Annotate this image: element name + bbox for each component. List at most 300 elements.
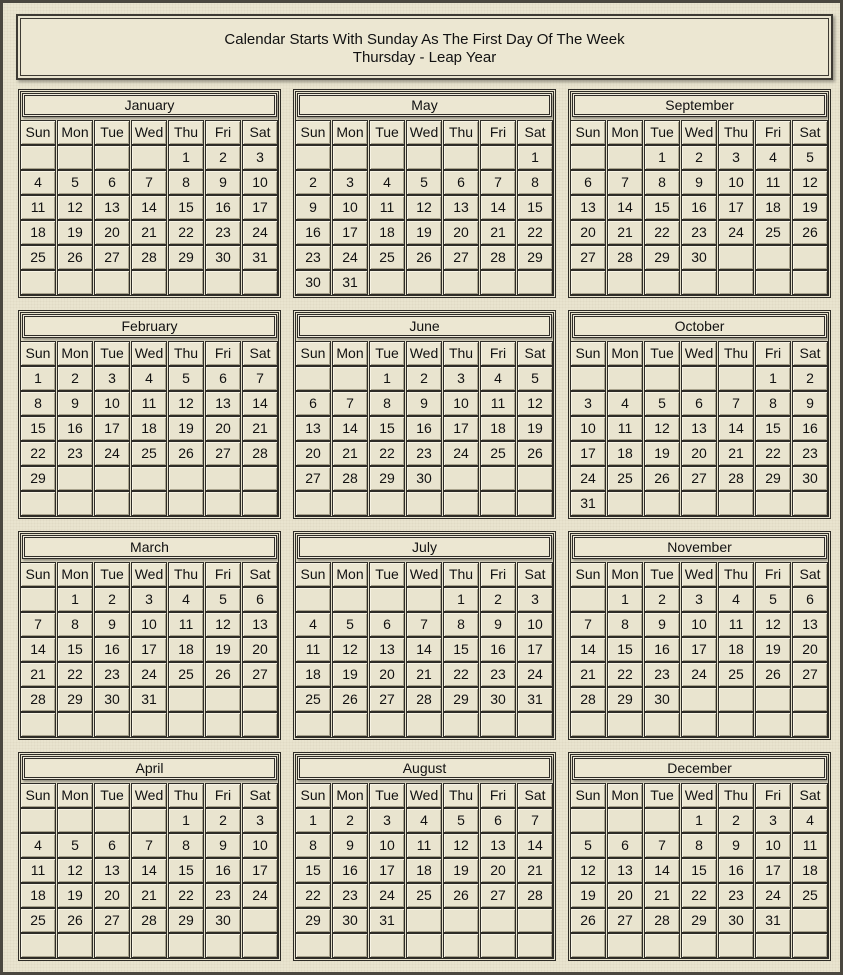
- day-cell: 22: [443, 662, 479, 687]
- day-cell: 7: [20, 612, 56, 637]
- day-cell: 11: [406, 833, 442, 858]
- day-cell: 26: [570, 908, 606, 933]
- empty-cell: [607, 145, 643, 170]
- day-cell: 7: [644, 833, 680, 858]
- day-cell: 5: [755, 587, 791, 612]
- empty-cell: [369, 270, 405, 295]
- day-cell: 14: [607, 195, 643, 220]
- empty-cell: [94, 933, 130, 958]
- day-cell: 21: [20, 662, 56, 687]
- month-title: December: [572, 756, 827, 780]
- day-cell: 19: [755, 637, 791, 662]
- day-cell: 16: [718, 858, 754, 883]
- day-cell: 16: [792, 416, 828, 441]
- day-cell: 6: [480, 808, 516, 833]
- day-cell: 26: [792, 220, 828, 245]
- month-grid: [570, 783, 828, 958]
- empty-cell: [369, 145, 405, 170]
- day-cell: 24: [570, 466, 606, 491]
- day-cell: 10: [517, 612, 553, 637]
- empty-cell: [57, 270, 93, 295]
- empty-cell: [406, 270, 442, 295]
- day-cell: 10: [94, 391, 130, 416]
- day-cell: 17: [755, 858, 791, 883]
- day-cell: 3: [755, 808, 791, 833]
- empty-cell: [20, 145, 56, 170]
- empty-cell: [443, 270, 479, 295]
- empty-cell: [205, 933, 241, 958]
- weekday-header: Sat: [792, 562, 828, 587]
- empty-cell: [517, 270, 553, 295]
- empty-cell: [295, 366, 331, 391]
- day-cell: 12: [332, 637, 368, 662]
- day-cell: 22: [644, 220, 680, 245]
- weekday-header: Fri: [480, 783, 516, 808]
- weekday-header: Thu: [168, 341, 204, 366]
- day-cell: 15: [369, 416, 405, 441]
- day-cell: 21: [718, 441, 754, 466]
- weekday-header: Thu: [443, 783, 479, 808]
- empty-cell: [644, 270, 680, 295]
- empty-cell: [20, 808, 56, 833]
- day-cell: 1: [20, 366, 56, 391]
- weekday-header: Mon: [57, 341, 93, 366]
- day-cell: 15: [295, 858, 331, 883]
- day-cell: 14: [718, 416, 754, 441]
- day-cell: 25: [168, 662, 204, 687]
- day-cell: 27: [607, 908, 643, 933]
- day-cell: 23: [718, 883, 754, 908]
- day-cell: 4: [20, 170, 56, 195]
- empty-cell: [480, 933, 516, 958]
- day-cell: 20: [792, 637, 828, 662]
- day-cell: 3: [517, 587, 553, 612]
- day-cell: 10: [681, 612, 717, 637]
- day-cell: 25: [20, 908, 56, 933]
- day-cell: 10: [242, 170, 278, 195]
- day-cell: 28: [644, 908, 680, 933]
- empty-cell: [94, 712, 130, 737]
- weekday-header: Thu: [168, 120, 204, 145]
- day-cell: 14: [20, 637, 56, 662]
- day-cell: 19: [332, 662, 368, 687]
- day-cell: 26: [755, 662, 791, 687]
- header-title: Calendar Starts With Sunday As The First Day Of The Week: [224, 31, 625, 48]
- day-cell: 28: [131, 908, 167, 933]
- weekday-header: Fri: [480, 562, 516, 587]
- weekday-header: Tue: [369, 562, 405, 587]
- day-cell: 24: [517, 662, 553, 687]
- day-cell: 16: [57, 416, 93, 441]
- day-cell: 26: [205, 662, 241, 687]
- day-cell: 9: [681, 170, 717, 195]
- day-cell: 18: [295, 662, 331, 687]
- calendar-header: [16, 14, 833, 80]
- empty-cell: [20, 270, 56, 295]
- weekday-header: Wed: [406, 562, 442, 587]
- empty-cell: [517, 908, 553, 933]
- day-cell: 11: [480, 391, 516, 416]
- month-title: November: [572, 535, 827, 559]
- day-cell: 29: [517, 245, 553, 270]
- empty-cell: [94, 466, 130, 491]
- day-cell: 19: [406, 220, 442, 245]
- day-cell: 12: [755, 612, 791, 637]
- day-cell: 28: [480, 245, 516, 270]
- month-may: [293, 89, 556, 298]
- day-cell: 2: [681, 145, 717, 170]
- day-cell: 15: [607, 637, 643, 662]
- day-cell: 31: [369, 908, 405, 933]
- day-cell: 30: [205, 908, 241, 933]
- empty-cell: [295, 145, 331, 170]
- day-cell: 3: [242, 808, 278, 833]
- day-cell: 15: [681, 858, 717, 883]
- empty-cell: [332, 933, 368, 958]
- empty-cell: [570, 933, 606, 958]
- empty-cell: [369, 587, 405, 612]
- day-cell: 17: [681, 637, 717, 662]
- day-cell: 27: [205, 441, 241, 466]
- month-title: August: [297, 756, 552, 780]
- empty-cell: [205, 491, 241, 516]
- month-title: June: [297, 314, 552, 338]
- day-cell: 19: [644, 441, 680, 466]
- day-cell: 31: [131, 687, 167, 712]
- day-cell: 14: [480, 195, 516, 220]
- weekday-header: Wed: [681, 562, 717, 587]
- day-cell: 22: [57, 662, 93, 687]
- empty-cell: [131, 466, 167, 491]
- empty-cell: [242, 933, 278, 958]
- day-cell: 8: [295, 833, 331, 858]
- day-cell: 27: [94, 908, 130, 933]
- day-cell: 24: [681, 662, 717, 687]
- day-cell: 30: [205, 245, 241, 270]
- day-cell: 20: [242, 637, 278, 662]
- day-cell: 12: [644, 416, 680, 441]
- day-cell: 5: [332, 612, 368, 637]
- day-cell: 12: [57, 195, 93, 220]
- day-cell: 10: [131, 612, 167, 637]
- empty-cell: [406, 491, 442, 516]
- day-cell: 19: [57, 220, 93, 245]
- weekday-header: Tue: [644, 562, 680, 587]
- day-cell: 13: [792, 612, 828, 637]
- month-grid: [295, 341, 553, 516]
- day-cell: 20: [607, 883, 643, 908]
- empty-cell: [242, 687, 278, 712]
- day-cell: 9: [295, 195, 331, 220]
- day-cell: 24: [332, 245, 368, 270]
- day-cell: 7: [332, 391, 368, 416]
- day-cell: 25: [131, 441, 167, 466]
- day-cell: 25: [406, 883, 442, 908]
- weekday-header: Thu: [718, 562, 754, 587]
- weekday-header: Fri: [205, 562, 241, 587]
- day-cell: 23: [295, 245, 331, 270]
- day-cell: 17: [242, 195, 278, 220]
- empty-cell: [607, 366, 643, 391]
- weekday-header: Fri: [755, 783, 791, 808]
- day-cell: 22: [681, 883, 717, 908]
- day-cell: 8: [755, 391, 791, 416]
- empty-cell: [332, 587, 368, 612]
- day-cell: 11: [295, 637, 331, 662]
- day-cell: 12: [792, 170, 828, 195]
- month-grid: [295, 783, 553, 958]
- day-cell: 9: [792, 391, 828, 416]
- day-cell: 2: [205, 145, 241, 170]
- empty-cell: [443, 712, 479, 737]
- day-cell: 22: [369, 441, 405, 466]
- empty-cell: [332, 145, 368, 170]
- empty-cell: [205, 466, 241, 491]
- empty-cell: [57, 712, 93, 737]
- day-cell: 2: [94, 587, 130, 612]
- day-cell: 13: [570, 195, 606, 220]
- weekday-header: Mon: [57, 562, 93, 587]
- empty-cell: [131, 933, 167, 958]
- day-cell: 14: [570, 637, 606, 662]
- weekday-header: Tue: [644, 341, 680, 366]
- day-cell: 21: [406, 662, 442, 687]
- weekday-header: Sat: [517, 120, 553, 145]
- day-cell: 19: [443, 858, 479, 883]
- empty-cell: [792, 245, 828, 270]
- day-cell: 6: [369, 612, 405, 637]
- day-cell: 9: [644, 612, 680, 637]
- day-cell: 24: [242, 220, 278, 245]
- day-cell: 7: [242, 366, 278, 391]
- day-cell: 25: [755, 220, 791, 245]
- day-cell: 18: [168, 637, 204, 662]
- empty-cell: [332, 366, 368, 391]
- day-cell: 17: [369, 858, 405, 883]
- empty-cell: [480, 491, 516, 516]
- month-title: July: [297, 535, 552, 559]
- day-cell: 13: [295, 416, 331, 441]
- weekday-header: Wed: [131, 341, 167, 366]
- day-cell: 4: [20, 833, 56, 858]
- empty-cell: [369, 491, 405, 516]
- day-cell: 20: [295, 441, 331, 466]
- weekday-header: Sat: [517, 341, 553, 366]
- day-cell: 8: [681, 833, 717, 858]
- empty-cell: [792, 712, 828, 737]
- day-cell: 27: [792, 662, 828, 687]
- day-cell: 21: [607, 220, 643, 245]
- day-cell: 4: [480, 366, 516, 391]
- day-cell: 1: [443, 587, 479, 612]
- empty-cell: [644, 808, 680, 833]
- day-cell: 11: [607, 416, 643, 441]
- day-cell: 13: [205, 391, 241, 416]
- empty-cell: [168, 491, 204, 516]
- day-cell: 3: [332, 170, 368, 195]
- day-cell: 10: [755, 833, 791, 858]
- weekday-header: Thu: [443, 120, 479, 145]
- day-cell: 4: [607, 391, 643, 416]
- day-cell: 16: [644, 637, 680, 662]
- empty-cell: [443, 908, 479, 933]
- day-cell: 13: [94, 195, 130, 220]
- day-cell: 15: [443, 637, 479, 662]
- day-cell: 20: [369, 662, 405, 687]
- empty-cell: [332, 712, 368, 737]
- day-cell: 22: [517, 220, 553, 245]
- day-cell: 18: [792, 858, 828, 883]
- empty-cell: [517, 933, 553, 958]
- month-title: September: [572, 93, 827, 117]
- day-cell: 14: [242, 391, 278, 416]
- day-cell: 24: [443, 441, 479, 466]
- day-cell: 5: [205, 587, 241, 612]
- day-cell: 5: [57, 170, 93, 195]
- day-cell: 12: [57, 858, 93, 883]
- day-cell: 20: [94, 883, 130, 908]
- day-cell: 4: [168, 587, 204, 612]
- empty-cell: [607, 808, 643, 833]
- month-title: February: [22, 314, 277, 338]
- day-cell: 26: [644, 466, 680, 491]
- weekday-header: Sun: [570, 783, 606, 808]
- empty-cell: [57, 933, 93, 958]
- weekday-header: Sat: [792, 783, 828, 808]
- day-cell: 27: [480, 883, 516, 908]
- day-cell: 13: [94, 858, 130, 883]
- weekday-header: Fri: [480, 120, 516, 145]
- day-cell: 2: [644, 587, 680, 612]
- day-cell: 29: [681, 908, 717, 933]
- day-cell: 21: [131, 883, 167, 908]
- weekday-header: Sat: [517, 562, 553, 587]
- day-cell: 23: [332, 883, 368, 908]
- weekday-header: Thu: [718, 341, 754, 366]
- day-cell: 1: [295, 808, 331, 833]
- day-cell: 11: [131, 391, 167, 416]
- weekday-header: Mon: [57, 783, 93, 808]
- month-grid: [570, 562, 828, 737]
- empty-cell: [480, 145, 516, 170]
- weekday-header: Tue: [644, 783, 680, 808]
- day-cell: 18: [20, 220, 56, 245]
- day-cell: 24: [718, 220, 754, 245]
- day-cell: 28: [20, 687, 56, 712]
- weekday-header: Thu: [443, 562, 479, 587]
- day-cell: 24: [755, 883, 791, 908]
- empty-cell: [295, 587, 331, 612]
- day-cell: 13: [443, 195, 479, 220]
- empty-cell: [20, 712, 56, 737]
- day-cell: 15: [755, 416, 791, 441]
- day-cell: 28: [607, 245, 643, 270]
- weekday-header: Sun: [295, 562, 331, 587]
- day-cell: 10: [718, 170, 754, 195]
- day-cell: 3: [369, 808, 405, 833]
- day-cell: 17: [131, 637, 167, 662]
- day-cell: 29: [607, 687, 643, 712]
- month-january: [18, 89, 281, 298]
- day-cell: 6: [792, 587, 828, 612]
- day-cell: 23: [644, 662, 680, 687]
- day-cell: 22: [295, 883, 331, 908]
- empty-cell: [205, 712, 241, 737]
- day-cell: 5: [57, 833, 93, 858]
- day-cell: 17: [443, 416, 479, 441]
- weekday-header: Sun: [20, 120, 56, 145]
- day-cell: 3: [570, 391, 606, 416]
- day-cell: 18: [20, 883, 56, 908]
- empty-cell: [755, 491, 791, 516]
- empty-cell: [131, 145, 167, 170]
- day-cell: 28: [131, 245, 167, 270]
- day-cell: 16: [205, 195, 241, 220]
- day-cell: 1: [369, 366, 405, 391]
- weekday-header: Thu: [443, 341, 479, 366]
- day-cell: 26: [57, 908, 93, 933]
- day-cell: 8: [644, 170, 680, 195]
- day-cell: 25: [369, 245, 405, 270]
- day-cell: 12: [570, 858, 606, 883]
- day-cell: 23: [681, 220, 717, 245]
- weekday-header: Sun: [295, 341, 331, 366]
- day-cell: 20: [480, 858, 516, 883]
- day-cell: 1: [517, 145, 553, 170]
- empty-cell: [443, 491, 479, 516]
- weekday-header: Mon: [57, 120, 93, 145]
- day-cell: 19: [570, 883, 606, 908]
- day-cell: 23: [480, 662, 516, 687]
- weekday-header: Sat: [792, 341, 828, 366]
- day-cell: 25: [20, 245, 56, 270]
- weekday-header: Tue: [644, 120, 680, 145]
- weekday-header: Wed: [406, 341, 442, 366]
- weekday-header: Wed: [131, 562, 167, 587]
- day-cell: 12: [205, 612, 241, 637]
- day-cell: 17: [242, 858, 278, 883]
- empty-cell: [792, 687, 828, 712]
- day-cell: 22: [168, 883, 204, 908]
- day-cell: 30: [406, 466, 442, 491]
- weekday-header: Wed: [406, 783, 442, 808]
- empty-cell: [681, 933, 717, 958]
- day-cell: 18: [406, 858, 442, 883]
- weekday-header: Fri: [205, 783, 241, 808]
- day-cell: 12: [406, 195, 442, 220]
- day-cell: 9: [332, 833, 368, 858]
- day-cell: 31: [570, 491, 606, 516]
- weekday-header: Tue: [369, 341, 405, 366]
- day-cell: 19: [168, 416, 204, 441]
- day-cell: 9: [406, 391, 442, 416]
- weekday-header: Sat: [242, 783, 278, 808]
- empty-cell: [242, 908, 278, 933]
- day-cell: 8: [168, 833, 204, 858]
- empty-cell: [718, 245, 754, 270]
- empty-cell: [755, 712, 791, 737]
- day-cell: 1: [681, 808, 717, 833]
- day-cell: 15: [168, 195, 204, 220]
- day-cell: 9: [480, 612, 516, 637]
- empty-cell: [755, 270, 791, 295]
- day-cell: 4: [131, 366, 167, 391]
- day-cell: 6: [443, 170, 479, 195]
- day-cell: 7: [406, 612, 442, 637]
- weekday-header: Sun: [20, 562, 56, 587]
- empty-cell: [607, 270, 643, 295]
- day-cell: 9: [57, 391, 93, 416]
